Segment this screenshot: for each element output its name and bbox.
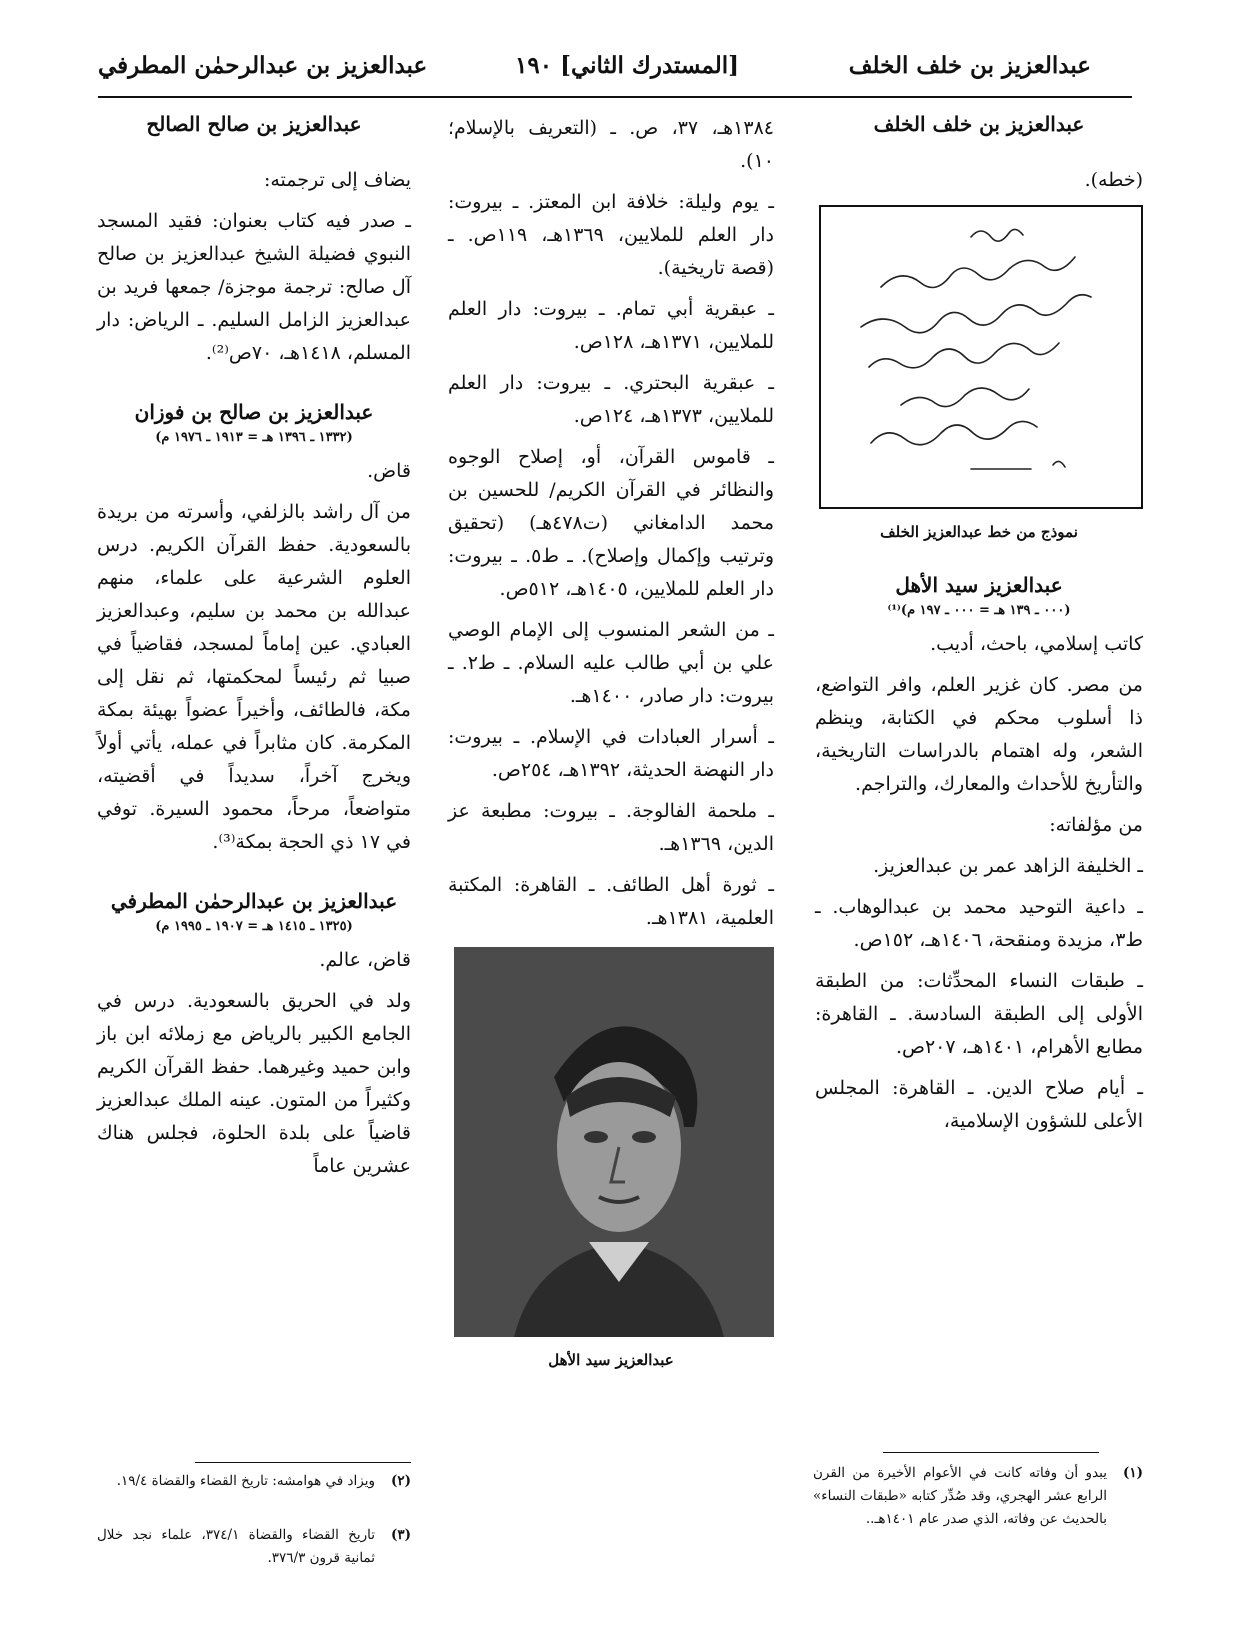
entry-paragraph: من مصر. كان غزير العلم، وافر التواضع، ذا أسلوب محكم في الكتابة، وينظم الشعر، وله اهتمام بالدراسات التاريخية، والتأريخ للأحداث والمعارك، والتراجم. bbox=[815, 674, 1143, 795]
entry-paragraph: كاتب إسلامي، باحث، أديب. bbox=[930, 633, 1143, 655]
portrait-photo bbox=[454, 947, 774, 1337]
running-head-left: عبدالعزيز بن عبدالرحمٰن المطرفي bbox=[98, 52, 428, 79]
entry-paragraph: من آل راشد بالزلفي، وأسرته من بريدة بالسعودية. حفظ القرآن الكريم. درس العلوم الشرعية على علماء، منهم عبدالله بن محمد بن سليم، وعبدالعزيز العبادي. عين إماماً لمسجد، فقاضياً في صبيا ثم رئيساً لمحكمتها، ثم نقل إلى مكة، فالطائف، وأخيراً عضواً بهيئة بمكة المكرمة. كان مثابراً في عمله، يأتي أولاً ويخرج آخراً، سديداً في أقضيته، متواضعاً، مرحاً، محمود السيرة. توفي في ١٧ ذي الحجة بمكة⁽³⁾. bbox=[97, 501, 411, 853]
entry-paragraph: ـ يوم وليلة: خلافة ابن المعتز. ـ بيروت: دار العلم للملايين، ١٣٦٩هـ، ١١٩ص. ـ (قصة تاريخية). bbox=[448, 191, 774, 279]
footnote bbox=[97, 1470, 411, 1493]
footnote bbox=[97, 1524, 411, 1570]
entry-paragraph: قاض. bbox=[367, 460, 411, 482]
footnote-text: يبدو أن وفاته كانت في الأعوام الأخيرة من القرن الرابع عشر الهجري، وقد صُدِّر كتابه «طبقات النساء» بالحديث عن وفاته، الذي صدر عام ١٤٠١هـ.. bbox=[813, 1465, 1107, 1527]
footnote-number: (٣) bbox=[390, 1527, 411, 1543]
entry-dates: (١٣٢٥ ـ ١٤١٥ هـ = ١٩٠٧ ـ ١٩٩٥ م) bbox=[155, 919, 353, 934]
entry-paragraph: ـ أسرار العبادات في الإسلام. ـ بيروت: دار النهضة الحديثة، ١٣٩٢هـ، ٢٥٤ص. bbox=[448, 726, 774, 781]
entry-title: عبدالعزيز بن عبدالرحمٰن المطرفي bbox=[110, 889, 398, 913]
entry-dates: (١٣٣٢ ـ ١٣٩٦ هـ = ١٩١٣ ـ ١٩٧٦ م) bbox=[155, 430, 353, 445]
entry-paragraph: من مؤلفاته: bbox=[1049, 814, 1143, 836]
entry-title: عبدالعزيز بن خلف الخلف bbox=[873, 112, 1085, 136]
portrait-image bbox=[454, 947, 774, 1337]
entry-paragraph: ـ ثورة أهل الطائف. ـ القاهرة: المكتبة العلمية، ١٣٨١هـ. bbox=[448, 874, 774, 929]
entry-paragraph: ـ ملحمة الفالوجة. ـ بيروت: مطبعة عز الدين، ١٣٦٩هـ. bbox=[448, 800, 774, 855]
entry-paragraph: ١٣٨٤هـ، ٣٧، ص. ـ (التعريف بالإسلام؛ ١٠). bbox=[448, 117, 774, 172]
footnote bbox=[813, 1462, 1143, 1531]
entry-title: عبدالعزيز بن صالح الصالح bbox=[146, 112, 362, 136]
entry-title: عبدالعزيز بن صالح بن فوزان bbox=[134, 400, 374, 424]
entry-paragraph: ـ عبقرية أبي تمام. ـ بيروت: دار العلم للملايين، ١٣٧١هـ، ١٢٨ص. bbox=[448, 298, 774, 353]
running-head-right: عبدالعزيز بن خلف الخلف bbox=[848, 52, 1091, 79]
entry-paragraph: ـ قاموس القرآن، أو، إصلاح الوجوه والنظائر في القرآن الكريم/ للحسين بن محمد الدامغاني (ت٤٧٨هـ) (تحقيق وترتيب وإكمال وإصلاح). ـ ط٥. ـ بيروت: دار العلم للملايين، ١٤٠٥هـ، ٥١٢ص. bbox=[448, 446, 775, 600]
entry-title: عبدالعزيز سيد الأهل bbox=[895, 573, 1063, 597]
header-rule bbox=[98, 96, 1132, 98]
entry-paragraph: ولد في الحريق بالسعودية. درس في الجامع الكبير بالرياض مع زملائه ابن باز وابن حميد وغيرهما. حفظ القرآن الكريم وكثيراً من المتون. عينه الملك عبدالعزيز قاضياً على بلدة الحلوة، فجلس هناك عشرين عاماً bbox=[97, 990, 411, 1177]
entry-paragraph: يضاف إلى ترجمته: bbox=[263, 169, 411, 191]
entry-paragraph: ـ عبقرية البحتري. ـ بيروت: دار العلم للملايين، ١٣٧٣هـ، ١٢٤ص. bbox=[448, 372, 774, 427]
entry-paragraph: ـ الخليفة الزاهد عمر بن عبدالعزيز. bbox=[873, 855, 1143, 877]
column-middle bbox=[448, 112, 774, 1379]
entry-paragraph: ـ أيام صلاح الدين. ـ القاهرة: المجلس الأعلى للشؤون الإسلامية، bbox=[815, 1077, 1143, 1132]
footnote-text: ويزاد في هوامشه: تاريخ القضاء والقضاة ١٩/٤. bbox=[116, 1473, 375, 1489]
entry-paragraph: ـ صدر فيه كتاب بعنوان: فقيد المسجد النبوي فضيلة الشيخ عبدالعزيز بن صالح آل صالح: ترجمة موجزة/ جمعها فريد بن عبدالعزيز الزامل السليم. ـ الرياض: دار المسلم، ١٤١٨هـ، ٧٠ص⁽²⁾. bbox=[97, 210, 411, 364]
footnote-rule bbox=[883, 1452, 1099, 1453]
footnote-rule bbox=[195, 1462, 411, 1463]
column-right bbox=[815, 112, 1143, 1146]
entry-paragraph: ـ طبقات النساء المحدِّثات: من الطبقة الأولى إلى الطبقة السادسة. ـ القاهرة: مطابع الأهرام، ١٤٠١هـ، ٢٠٧ص. bbox=[815, 970, 1143, 1058]
handwriting-facsimile bbox=[819, 205, 1143, 509]
footnote-number: (٢) bbox=[390, 1473, 411, 1489]
entry-paragraph: قاض، عالم. bbox=[319, 949, 411, 971]
footnote-text: تاريخ القضاء والقضاة ٣٧٤/١، علماء نجد خلال ثمانية قرون ٣٧٦/٣. bbox=[97, 1527, 375, 1566]
handwriting-sample-image bbox=[821, 207, 1141, 507]
footnote-number: (١) bbox=[1122, 1465, 1143, 1481]
column-left bbox=[97, 112, 411, 1191]
photo-caption: عبدالعزيز سيد الأهل bbox=[548, 1351, 674, 1369]
entry-paragraph: ـ داعية التوحيد محمد بن عبدالوهاب. ـ ط٣، مزيدة ومنقحة، ١٤٠٦هـ، ١٥٢ص. bbox=[815, 896, 1143, 951]
facsimile-caption: نموذج من خط عبدالعزيز الخلف bbox=[880, 523, 1078, 541]
running-head-center: [المستدرك الثاني] ١٩٠ bbox=[515, 52, 740, 79]
entry-paragraph: ـ من الشعر المنسوب إلى الإمام الوصي علي بن أبي طالب عليه السلام. ـ ط٢. ـ بيروت: دار صادر، ١٤٠٠هـ. bbox=[448, 619, 774, 707]
entry-dates: (٠٠٠ ـ ١٣٩ هـ = ٠٠٠ ـ ١٩٧ م)⁽¹⁾ bbox=[887, 603, 1071, 618]
entry-paragraph: (خطه). bbox=[1084, 169, 1143, 191]
